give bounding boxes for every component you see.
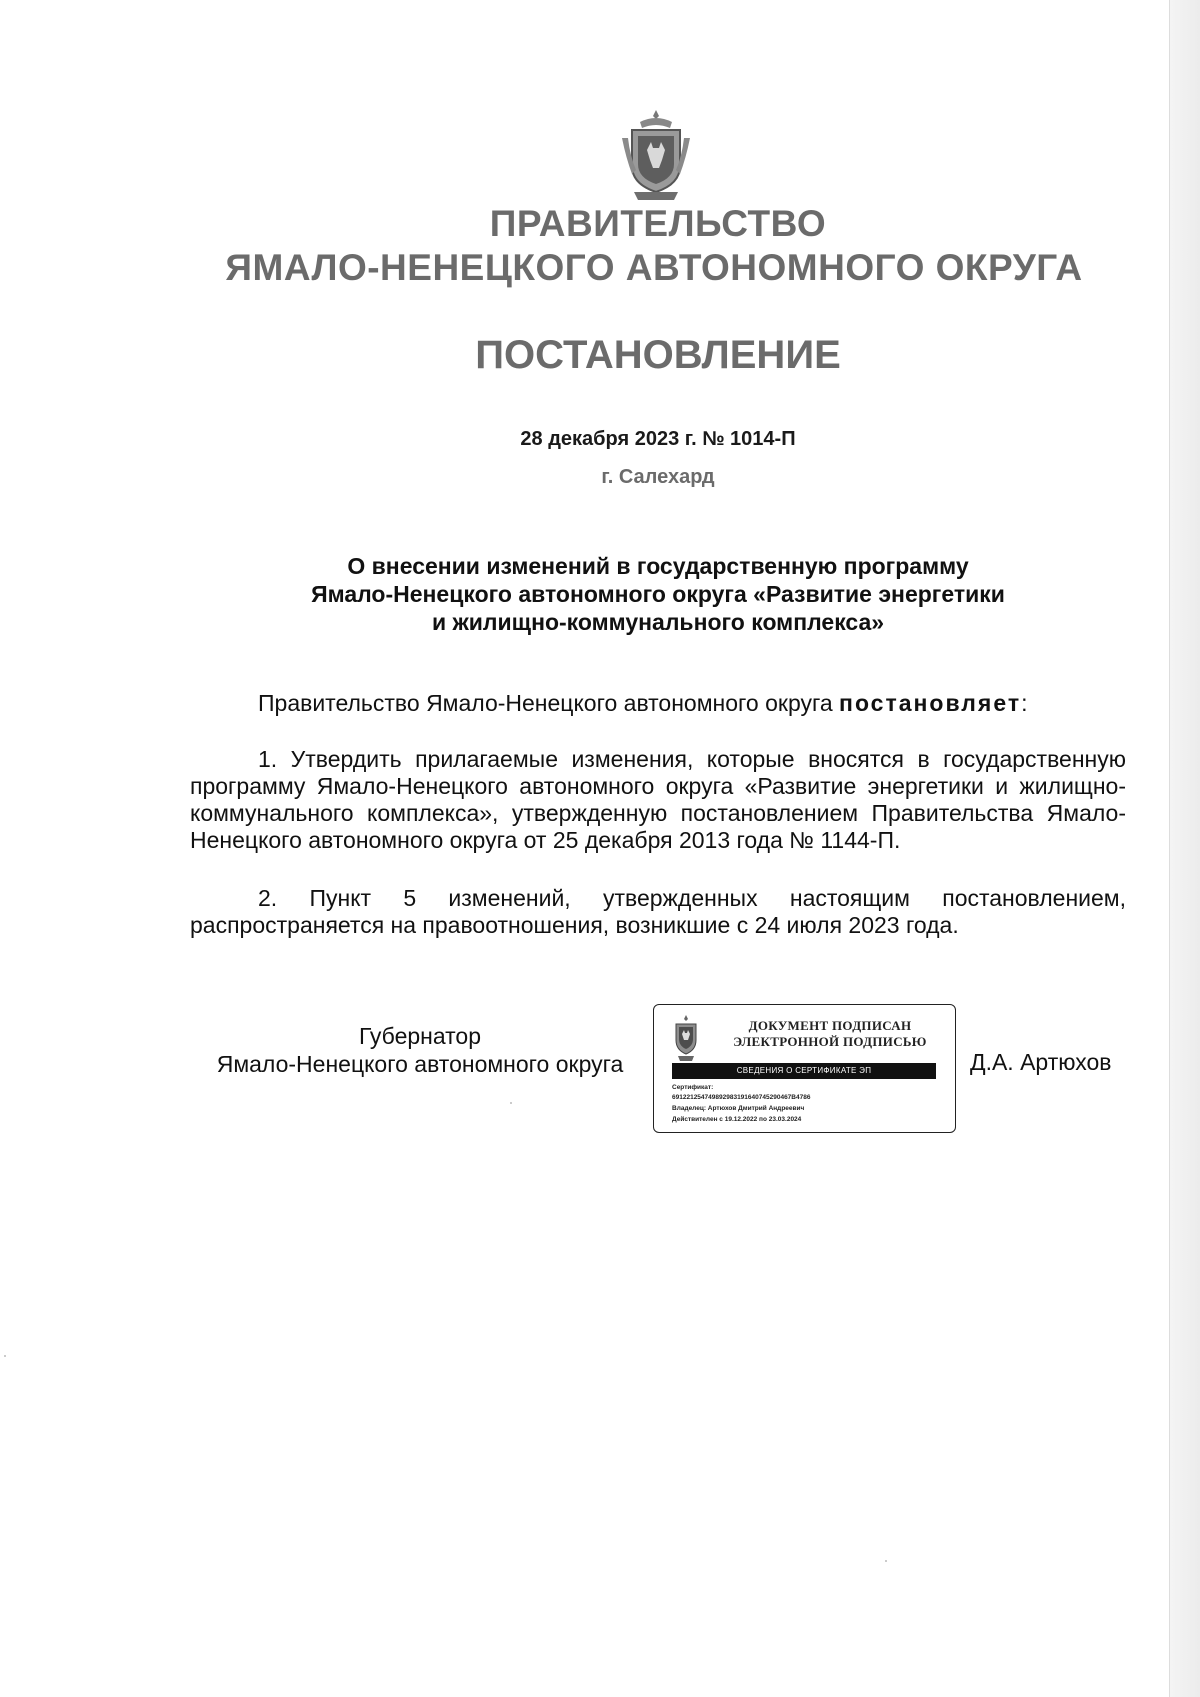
scan-speck: [4, 1355, 6, 1357]
item-text: 1. Утвердить прилагаемые изменения, которые вносятся в государственную программу Ямало-Ненецкого автономного округа «Развитие энергетики и жилищно-коммунального комплекса», утвержденную постановлением Правительства Ямало-Ненецкого автономного округа от 25 декабря 2013 года № 1144-П.: [190, 746, 1126, 853]
subject-line-3: и жилищно-коммунального комплекса»: [431, 609, 885, 635]
stamp-cert-label: Сертификат:: [672, 1084, 714, 1091]
signatory-region: Ямало-Ненецкого автономного округа: [216, 1051, 624, 1077]
preamble-text: Правительство Ямало-Ненецкого автономного округа: [258, 690, 833, 716]
city: г. Салехард: [601, 466, 715, 488]
stamp-cert-value: 691221254749892983191640745290467B4786: [672, 1094, 811, 1101]
stamp-heading-line-1: ДОКУМЕНТ ПОДПИСАН: [748, 1018, 912, 1033]
item-text: 2. Пункт 5 изменений, утвержденных настоящим постановлением, распространяется на правоотношения, возникшие с 24 июля 2023 года.: [190, 885, 1126, 938]
date-and-number: 28 декабря 2023 г. № 1014-П: [520, 428, 796, 450]
resolution-item-1: [190, 746, 1126, 854]
stamp-owner: Владелец: Артюхов Дмитрий Андреевич: [672, 1105, 805, 1112]
resolution-item-2: [190, 885, 1126, 939]
subject-line-2: Ямало-Ненецкого автономного округа «Развитие энергетики: [311, 581, 1005, 607]
preamble-colon: :: [1021, 690, 1028, 716]
stamp-heading-line-2: ЭЛЕКТРОННОЙ ПОДПИСЬЮ: [733, 1034, 927, 1049]
document-type: ПОСТАНОВЛЕНИЕ: [475, 333, 841, 377]
preamble: [258, 690, 1138, 717]
preamble-emphasis: постановляет: [839, 690, 1022, 716]
stamp-emblem-icon: [671, 1014, 701, 1064]
stamp-certificate-bar: СВЕДЕНИЯ О СЕРТИФИКАТЕ ЭП: [672, 1063, 936, 1079]
scan-speck: [885, 1560, 887, 1562]
signatory-position: Губернатор: [358, 1023, 482, 1049]
signatory-name: Д.А. Артюхов: [970, 1049, 1112, 1075]
stamp-heading: [712, 1018, 948, 1050]
subject-line-1: О внесении изменений в государственную программу: [347, 553, 969, 579]
coat-of-arms-icon: [620, 108, 692, 204]
government-title: ПРАВИТЕЛЬСТВО: [489, 203, 827, 244]
scan-speck: [510, 1102, 512, 1104]
electronic-signature-stamp: [653, 1004, 956, 1133]
government-region: ЯМАЛО-НЕНЕЦКОГО АВТОНОМНОГО ОКРУГА: [225, 247, 1083, 288]
signatory-title: [190, 1022, 650, 1078]
stamp-validity: Действителен с 19.12.2022 по 23.03.2024: [672, 1116, 802, 1123]
document-subject: [190, 552, 1126, 636]
